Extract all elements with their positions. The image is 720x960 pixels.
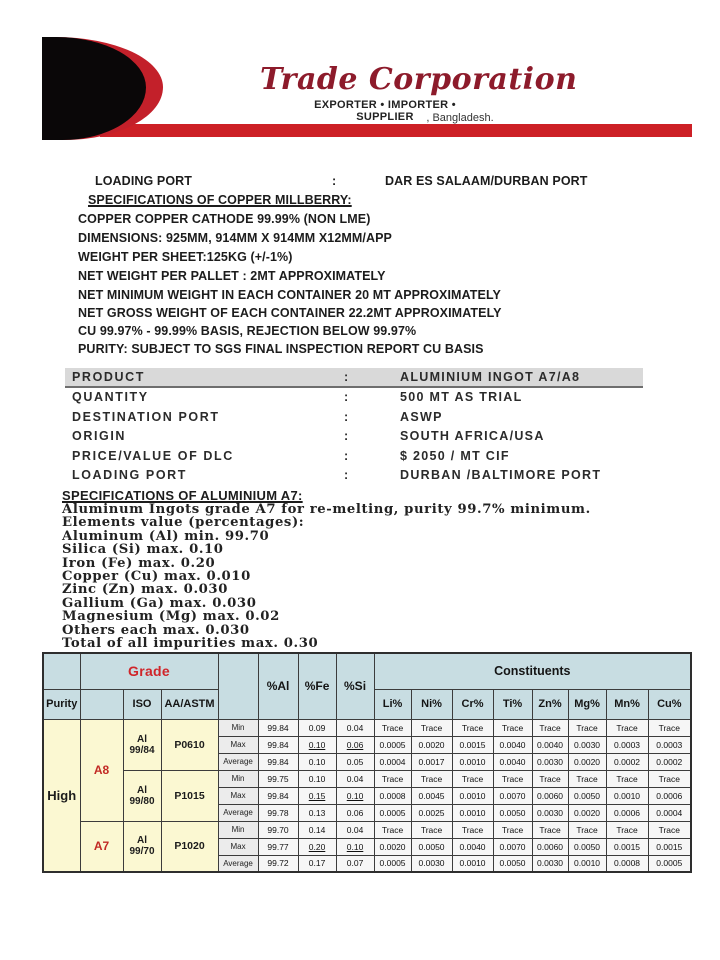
cr-value: 0.0015	[452, 736, 493, 753]
al-value: 99.72	[258, 855, 298, 872]
mn-value: Trace	[606, 719, 648, 736]
destination-port-label: DESTINATION PORT	[72, 410, 220, 424]
cr-value: 0.0010	[452, 753, 493, 770]
mn-value: Trace	[606, 770, 648, 787]
astm-cell: P1020	[161, 821, 218, 872]
origin-colon: :	[344, 429, 349, 443]
si-value: 0.10	[336, 838, 374, 855]
ti-value: Trace	[493, 821, 532, 838]
company-tagline: EXPORTER • IMPORTER • SUPPLIER	[314, 99, 456, 123]
mg-value: Trace	[568, 719, 606, 736]
stat-cell: Max	[218, 787, 258, 804]
fe-value: 0.14	[298, 821, 336, 838]
iso-header: ISO	[123, 689, 161, 719]
cu-value: Trace	[648, 719, 691, 736]
alu-line: Aluminum Ingots grade A7 for re-melting, purity 99.7% minimum.	[62, 502, 591, 517]
table-row	[43, 821, 691, 838]
destination-port-value: ASWP	[400, 410, 443, 424]
ni-value: Trace	[411, 821, 452, 838]
grade-header: Grade	[80, 653, 218, 689]
mg-header: Mg%	[568, 689, 606, 719]
ni-value: Trace	[411, 719, 452, 736]
ti-value: 0.0050	[493, 804, 532, 821]
si-value: 0.06	[336, 804, 374, 821]
loading-port2-label: LOADING PORT	[72, 468, 188, 482]
alu-line: Silica (Si) max. 0.10	[62, 542, 224, 558]
price-label: PRICE/VALUE OF DLC	[72, 449, 234, 463]
purity-header: Purity	[43, 689, 80, 719]
grade-cell-a8: A8	[80, 719, 123, 821]
si-value: 0.06	[336, 736, 374, 753]
al-value: 99.84	[258, 736, 298, 753]
mg-value: Trace	[568, 770, 606, 787]
mg-value: 0.0020	[568, 804, 606, 821]
mn-value: 0.0003	[606, 736, 648, 753]
grade-cell-a7: A7	[80, 821, 123, 872]
astm-cell: P0610	[161, 719, 218, 770]
si-value: 0.04	[336, 719, 374, 736]
cu-value: 0.0003	[648, 736, 691, 753]
iso-cell: Al 99/80	[123, 770, 161, 821]
origin-label: ORIGIN	[72, 429, 127, 443]
spec-line: NET GROSS WEIGHT OF EACH CONTAINER 22.2MT APPROXIMATELY	[78, 306, 502, 320]
fe-header: %Fe	[298, 653, 336, 719]
loading-port-colon: :	[332, 174, 337, 188]
mg-value: 0.0010	[568, 855, 606, 872]
composition-table	[42, 652, 692, 873]
li-value: 0.0005	[374, 804, 411, 821]
li-value: Trace	[374, 821, 411, 838]
destination-port-colon: :	[344, 410, 349, 424]
quantity-colon: :	[344, 390, 349, 404]
price-colon: :	[344, 449, 349, 463]
al-value: 99.70	[258, 821, 298, 838]
li-value: 0.0008	[374, 787, 411, 804]
fe-value: 0.13	[298, 804, 336, 821]
si-value: 0.05	[336, 753, 374, 770]
li-value: 0.0020	[374, 838, 411, 855]
stat-cell: Average	[218, 753, 258, 770]
si-value: 0.07	[336, 855, 374, 872]
ni-value: Trace	[411, 770, 452, 787]
alu-line: Magnesium (Mg) max. 0.02	[62, 609, 280, 625]
cu-value: 0.0004	[648, 804, 691, 821]
zn-value: Trace	[532, 821, 568, 838]
ti-value: 0.0050	[493, 855, 532, 872]
alu-line: Elements value (percentages):	[62, 515, 305, 531]
mg-value: 0.0050	[568, 787, 606, 804]
alu-line: Copper (Cu) max. 0.010	[62, 569, 251, 585]
ni-value: 0.0017	[411, 753, 452, 770]
stat-cell: Min	[218, 770, 258, 787]
al-value: 99.77	[258, 838, 298, 855]
product-colon: :	[344, 370, 349, 384]
si-header: %Si	[336, 653, 374, 719]
zn-value: 0.0030	[532, 804, 568, 821]
copper-spec-heading: SPECIFICATIONS OF COPPER MILLBERRY:	[88, 193, 352, 207]
alu-line: Zinc (Zn) max. 0.030	[62, 582, 228, 598]
iso-cell: Al 99/84	[123, 719, 161, 770]
fe-value: 0.15	[298, 787, 336, 804]
spec-line: CU 99.97% - 99.99% BASIS, REJECTION BELOW 99.97%	[78, 324, 417, 338]
cr-value: 0.0010	[452, 787, 493, 804]
zn-value: Trace	[532, 719, 568, 736]
cu-value: 0.0002	[648, 753, 691, 770]
fe-value: 0.10	[298, 770, 336, 787]
mn-value: 0.0015	[606, 838, 648, 855]
li-value: Trace	[374, 719, 411, 736]
mn-value: 0.0006	[606, 804, 648, 821]
cu-value: Trace	[648, 821, 691, 838]
ti-value: Trace	[493, 719, 532, 736]
ti-value: Trace	[493, 770, 532, 787]
cu-value: 0.0015	[648, 838, 691, 855]
zn-header: Zn%	[532, 689, 568, 719]
origin-value: SOUTH AFRICA/USA	[400, 429, 545, 443]
zn-value: 0.0060	[532, 838, 568, 855]
cu-header: Cu%	[648, 689, 691, 719]
zn-value: 0.0060	[532, 787, 568, 804]
loading-port2-colon: :	[344, 468, 349, 482]
astm-header: AA/ASTM	[161, 689, 218, 719]
li-value: 0.0004	[374, 753, 411, 770]
table-row	[43, 770, 691, 787]
spec-line: PURITY: SUBJECT TO SGS FINAL INSPECTION REPORT CU BASIS	[78, 342, 484, 356]
stat-cell: Max	[218, 838, 258, 855]
li-value: Trace	[374, 770, 411, 787]
price-value: $ 2050 / MT CIF	[400, 449, 510, 463]
mn-value: 0.0010	[606, 787, 648, 804]
mg-value: 0.0030	[568, 736, 606, 753]
letterhead-red-bar	[100, 124, 692, 137]
li-value: 0.0005	[374, 736, 411, 753]
ti-value: 0.0070	[493, 838, 532, 855]
table-row	[43, 719, 691, 736]
stat-cell: Min	[218, 719, 258, 736]
cr-value: 0.0010	[452, 804, 493, 821]
mn-header: Mn%	[606, 689, 648, 719]
mg-value: 0.0050	[568, 838, 606, 855]
zn-value: 0.0030	[532, 753, 568, 770]
table-header-row-1	[43, 653, 691, 689]
cr-value: Trace	[452, 719, 493, 736]
al-value: 99.84	[258, 719, 298, 736]
spec-line: NET MINIMUM WEIGHT IN EACH CONTAINER 20 MT APPROXIMATELY	[78, 288, 501, 302]
loading-port2-value: DURBAN /BALTIMORE PORT	[400, 468, 602, 482]
blank-subheader-cell	[80, 689, 123, 719]
product-value: ALUMINIUM INGOT A7/A8	[400, 370, 581, 384]
ni-value: 0.0050	[411, 838, 452, 855]
spec-line: NET WEIGHT PER PALLET : 2MT APPROXIMATELY	[78, 269, 386, 283]
ti-header: Ti%	[493, 689, 532, 719]
cu-value: 0.0005	[648, 855, 691, 872]
mg-value: 0.0020	[568, 753, 606, 770]
cr-value: 0.0010	[452, 855, 493, 872]
ti-value: 0.0070	[493, 787, 532, 804]
stat-cell: Average	[218, 804, 258, 821]
purity-cell: High	[43, 719, 80, 872]
mg-value: Trace	[568, 821, 606, 838]
spec-line: WEIGHT PER SHEET:125KG (+/-1%)	[78, 250, 293, 264]
mn-value: 0.0002	[606, 753, 648, 770]
stat-cell: Max	[218, 736, 258, 753]
si-value: 0.10	[336, 787, 374, 804]
company-country: , Bangladesh.	[426, 112, 494, 124]
stat-cell: Min	[218, 821, 258, 838]
al-value: 99.75	[258, 770, 298, 787]
stat-cell: Average	[218, 855, 258, 872]
mn-value: Trace	[606, 821, 648, 838]
blank-header-cell	[43, 653, 80, 689]
loading-port-label: LOADING PORT	[95, 174, 193, 188]
ni-value: 0.0020	[411, 736, 452, 753]
si-value: 0.04	[336, 770, 374, 787]
ni-value: 0.0030	[411, 855, 452, 872]
spec-line: DIMENSIONS: 925MM, 914MM X 914MM X12MM/APP	[78, 231, 392, 245]
ni-value: 0.0045	[411, 787, 452, 804]
zn-value: Trace	[532, 770, 568, 787]
al-value: 99.78	[258, 804, 298, 821]
aluminium-spec-heading: SPECIFICATIONS OF ALUMINIUM A7:	[62, 488, 303, 503]
cr-value: Trace	[452, 770, 493, 787]
product-label: PRODUCT	[72, 370, 146, 384]
cr-header: Cr%	[452, 689, 493, 719]
quantity-value: 500 MT AS TRIAL	[400, 390, 523, 404]
fe-value: 0.09	[298, 719, 336, 736]
constituents-header: Constituents	[374, 653, 691, 689]
al-value: 99.84	[258, 753, 298, 770]
alu-line: Others each max. 0.030	[62, 622, 250, 638]
mn-value: 0.0008	[606, 855, 648, 872]
spec-line: COPPER COPPER CATHODE 99.99% (NON LME)	[78, 212, 371, 226]
zn-value: 0.0040	[532, 736, 568, 753]
astm-cell: P1015	[161, 770, 218, 821]
alu-line: Gallium (Ga) max. 0.030	[62, 595, 257, 611]
iso-cell: Al 99/70	[123, 821, 161, 872]
aluminium-spec-block	[62, 503, 682, 650]
fe-value: 0.10	[298, 753, 336, 770]
si-value: 0.04	[336, 821, 374, 838]
zn-value: 0.0030	[532, 855, 568, 872]
al-header: %Al	[258, 653, 298, 719]
ti-value: 0.0040	[493, 753, 532, 770]
ni-header: Ni%	[411, 689, 452, 719]
ti-value: 0.0040	[493, 736, 532, 753]
cr-value: 0.0040	[452, 838, 493, 855]
ni-value: 0.0025	[411, 804, 452, 821]
company-name: Trade Corporation	[260, 62, 578, 97]
alu-line: Iron (Fe) max. 0.20	[62, 555, 216, 571]
li-value: 0.0005	[374, 855, 411, 872]
cr-value: Trace	[452, 821, 493, 838]
loading-port-value: DAR ES SALAAM/DURBAN PORT	[385, 174, 588, 188]
fe-value: 0.20	[298, 838, 336, 855]
alu-line: Total of all impurities max. 0.30	[62, 636, 319, 652]
alu-line: Aluminum (Al) min. 99.70	[62, 528, 270, 544]
fe-value: 0.17	[298, 855, 336, 872]
quantity-label: QUANTITY	[72, 390, 149, 404]
fe-value: 0.10	[298, 736, 336, 753]
li-header: Li%	[374, 689, 411, 719]
cu-value: Trace	[648, 770, 691, 787]
stat-column-header	[218, 653, 258, 719]
al-value: 99.84	[258, 787, 298, 804]
cu-value: 0.0006	[648, 787, 691, 804]
